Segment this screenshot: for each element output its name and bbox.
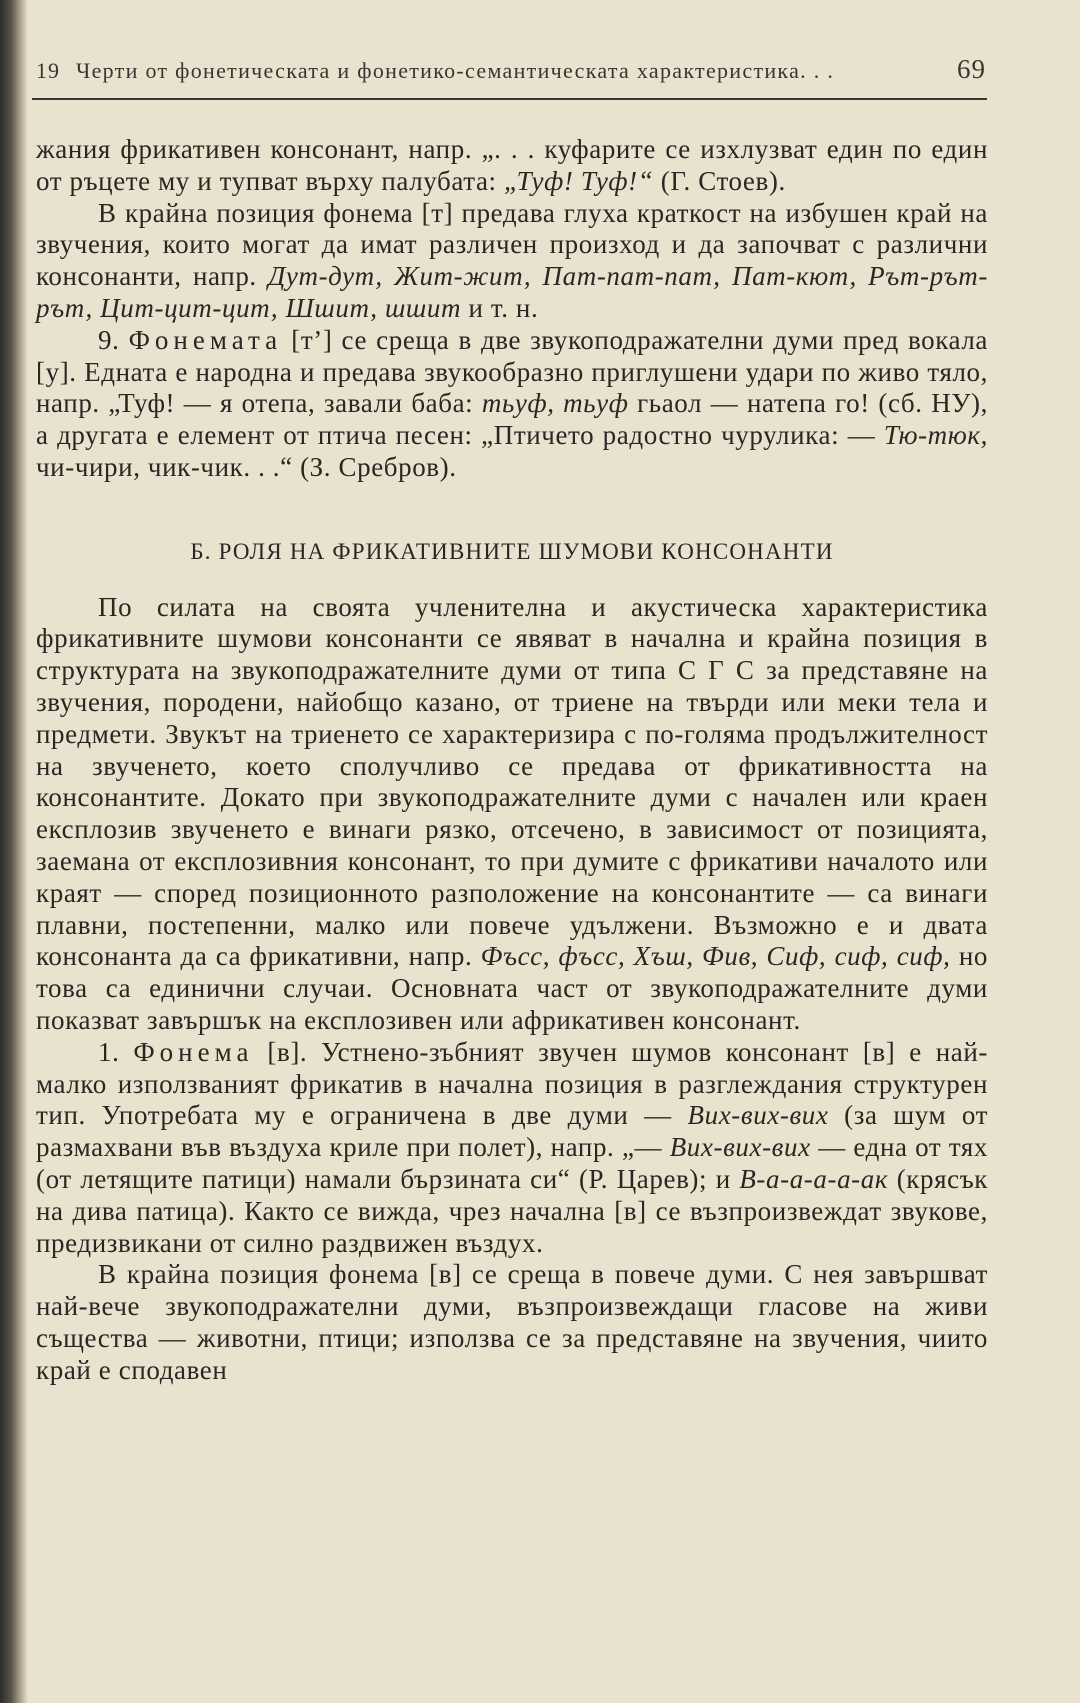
italic-example: Тю-тюк,	[883, 420, 988, 451]
text-run: но това са единични случаи. Основната част от звукоподражателните думи показват завършък на експлозивен или африкативен консонант.	[36, 941, 988, 1035]
text-run: гьаол — натепа го! (сб. НУ), а другата е елемент от птича песен: „Птичето радостно чурулика: —	[36, 388, 988, 451]
paragraph-4	[36, 592, 988, 1037]
text-run: [в]. Устнено-зъбният звучен шумов консонант [в] е най-малко използваният фрикатив в начална позиция в разглеждания структурен тип. Употребата му е ограничена в две думи —	[36, 1036, 988, 1131]
text-run: жания фрикативен консонант, напр. „. . . куфарите се изхлузват един по един от ръцете му и тупват върху палубата:	[36, 134, 988, 196]
body-text	[36, 134, 988, 1386]
running-header	[36, 54, 986, 94]
item-number: 1.	[98, 1036, 120, 1067]
italic-example: Вих-вих-вих	[669, 1132, 811, 1163]
page-edge-shadow	[0, 0, 28, 1703]
text-run: В крайна позиция фонема [в] се среща в повече думи. С нея завършват най-вече звукоподражателни думи, възпроизвеждащи гласове на живи същества — животни, птици; използва се за представяне на звучения, чиито край е сподавен	[36, 1259, 988, 1385]
paragraph-1	[36, 134, 988, 198]
spaced-term: Фонема	[133, 1036, 254, 1067]
text-run: чи-чири, чик-чик. . .“ (З. Сребров).	[36, 451, 457, 482]
text-run: — една от тях (от летящите патици) намали бързината си“ (Р. Царев); и	[36, 1132, 988, 1194]
item-number: 9.	[98, 324, 120, 355]
text-run: По силата на своята учленителна и акустическа характеристика фрикативните шумови консонанти се явяват в начална и крайна позиция в структурата на звукоподражателните думи от типа С Г С за представяне на звучения, породени, найобщо казано, от триене на твърди или меки тела и предмети. Звукът на триенето се характеризира с по-голяма продължителност на звученето, което сполучливо се предава от фрикативността на консонантите. Докато при звукоподражателните думи с начален или краен експлозив звученето е винаги рязко, отсечено, в зависимост от позицията, заемана от експлозивния консонант, то при думите с фрикативи началото или краят — според позиционното разположение на консонантите — са винаги плавни, постепенни, малко или повече удължени. Възможно е и двата консонанта да са фрикативни, напр.	[36, 591, 988, 972]
running-title: Черти от фонетическата и фонетико-семантическата характеристика. . .	[76, 58, 835, 83]
header-rule	[32, 98, 987, 100]
paragraph-2	[36, 198, 988, 325]
text-run: [т’] се среща в две звукоподражателни думи пред вокала [у]. Едната е народна и предава звукообразно приглушени удари по живо тяло, напр. „Туф! — я отепа, завали баба:	[36, 324, 988, 419]
text-run: и т. н.	[461, 292, 539, 323]
text-run: (за шум от размахвани във въздуха криле при полет), напр. „—	[36, 1100, 988, 1163]
italic-example: Дут-дут, Жит-жит, Пат-пат-пат, Пат-кют, Рът-рът-рът, Цит-цит-цит, Шшит, шшит	[36, 261, 988, 323]
paragraph-6	[36, 1259, 988, 1386]
paragraph-5	[36, 1037, 988, 1260]
spaced-term: Фонемата	[128, 324, 283, 355]
chapter-number: 19	[36, 58, 60, 83]
text-run: (Г. Стоев).	[653, 165, 786, 196]
italic-example: тьуф, тьуф	[481, 388, 629, 419]
section-heading: Б. РОЛЯ НА ФРИКАТИВНИТЕ ШУМОВИ КОНСОНАНТИ	[190, 538, 834, 564]
italic-example: „Туф! Туф!“	[504, 165, 654, 196]
paragraph-3	[36, 325, 988, 484]
text-run: В крайна позиция фонема [т] предава глуха краткост на избушен край на звучения, които могат да имат различен произход и да започват с различни консонанти, напр.	[36, 197, 988, 292]
italic-example: Вих-вих-вих	[687, 1100, 829, 1131]
page-number: 69	[957, 54, 986, 84]
text-run: (крясък на дива патица). Както се вижда, чрез начална [в] се възпроизвеждат звукове, предизвикани от силно раздвижен въздух.	[36, 1163, 988, 1258]
italic-example: Фъсс, фъсс, Хъш, Фив, Сиф, сиф, сиф,	[480, 941, 951, 972]
italic-example: В-а-а-а-а-ак	[739, 1163, 889, 1194]
